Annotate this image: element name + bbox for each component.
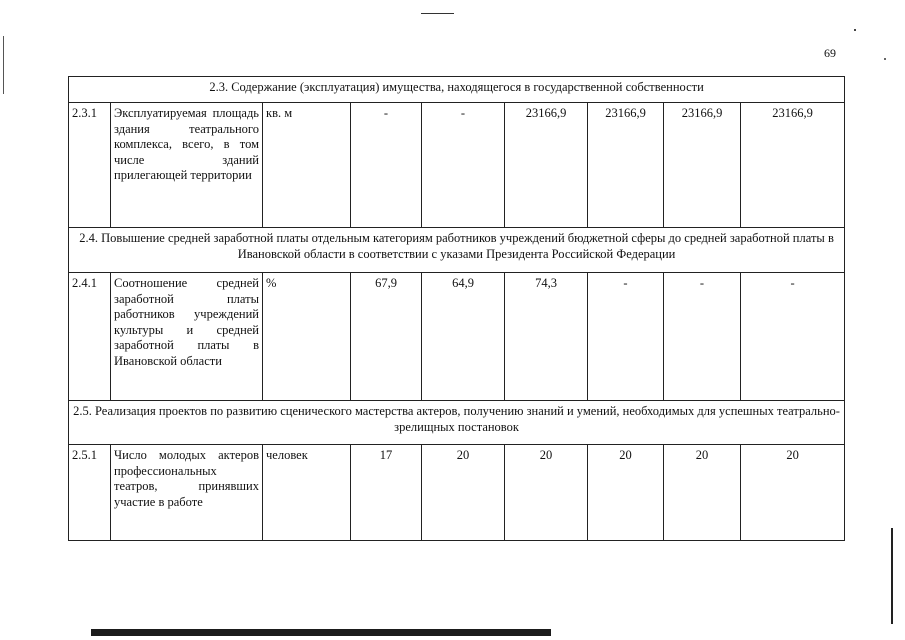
value-cell: 23166,9 [664, 103, 741, 228]
section-heading-row [69, 77, 845, 103]
page-number: 69 [824, 46, 836, 60]
table-row [69, 103, 845, 228]
value-cell: 67,9 [351, 273, 422, 401]
value-cell: - [422, 103, 505, 228]
bottom-scan-edge [91, 629, 551, 636]
unit-cell: кв. м [263, 103, 351, 228]
scan-dot [884, 58, 886, 60]
indicators-table [68, 76, 845, 541]
top-rule [421, 13, 454, 14]
section-heading-row [69, 401, 845, 445]
table-row [69, 273, 845, 401]
value-cell: 23166,9 [588, 103, 664, 228]
unit-cell: % [263, 273, 351, 401]
indicator-name: Соотношение средней заработной платы работников учреждений культуры и средней заработной платы в Ивановской области [111, 273, 263, 401]
value-cell: 20 [741, 445, 845, 541]
value-cell: 74,3 [505, 273, 588, 401]
section-heading: 2.4. Повышение средней заработной платы отдельным категориям работников учреждений бюджетной сферы до средней заработной платы в Ивановской области в соответствии с указами Президента Российской Федерации [69, 228, 845, 273]
section-heading: 2.3. Содержание (эксплуатация) имущества, находящегося в государственной собственности [69, 77, 845, 103]
value-cell: - [741, 273, 845, 401]
section-heading: 2.5. Реализация проектов по развитию сценического мастерства актеров, получению знаний и умений, необходимых для успешных театрально-зрелищных постановок [69, 401, 845, 445]
value-cell: 64,9 [422, 273, 505, 401]
value-cell: 20 [422, 445, 505, 541]
row-number: 2.4.1 [69, 273, 111, 401]
left-scan-mark [3, 36, 4, 94]
value-cell: - [588, 273, 664, 401]
value-cell: - [664, 273, 741, 401]
value-cell: 17 [351, 445, 422, 541]
value-cell: 20 [505, 445, 588, 541]
value-cell: 23166,9 [505, 103, 588, 228]
unit-cell: человек [263, 445, 351, 541]
row-number: 2.5.1 [69, 445, 111, 541]
row-number: 2.3.1 [69, 103, 111, 228]
section-heading-row [69, 228, 845, 273]
indicator-name: Число молодых актеров профессиональных театров, принявших участие в работе [111, 445, 263, 541]
scan-dot [854, 29, 856, 31]
table-row [69, 445, 845, 541]
right-scan-edge [891, 528, 893, 624]
value-cell: 20 [588, 445, 664, 541]
indicator-name: Эксплуатируемая площадь здания театрального комплекса, всего, в том числе зданий прилегающей территории [111, 103, 263, 228]
value-cell: 23166,9 [741, 103, 845, 228]
value-cell: 20 [664, 445, 741, 541]
value-cell: - [351, 103, 422, 228]
